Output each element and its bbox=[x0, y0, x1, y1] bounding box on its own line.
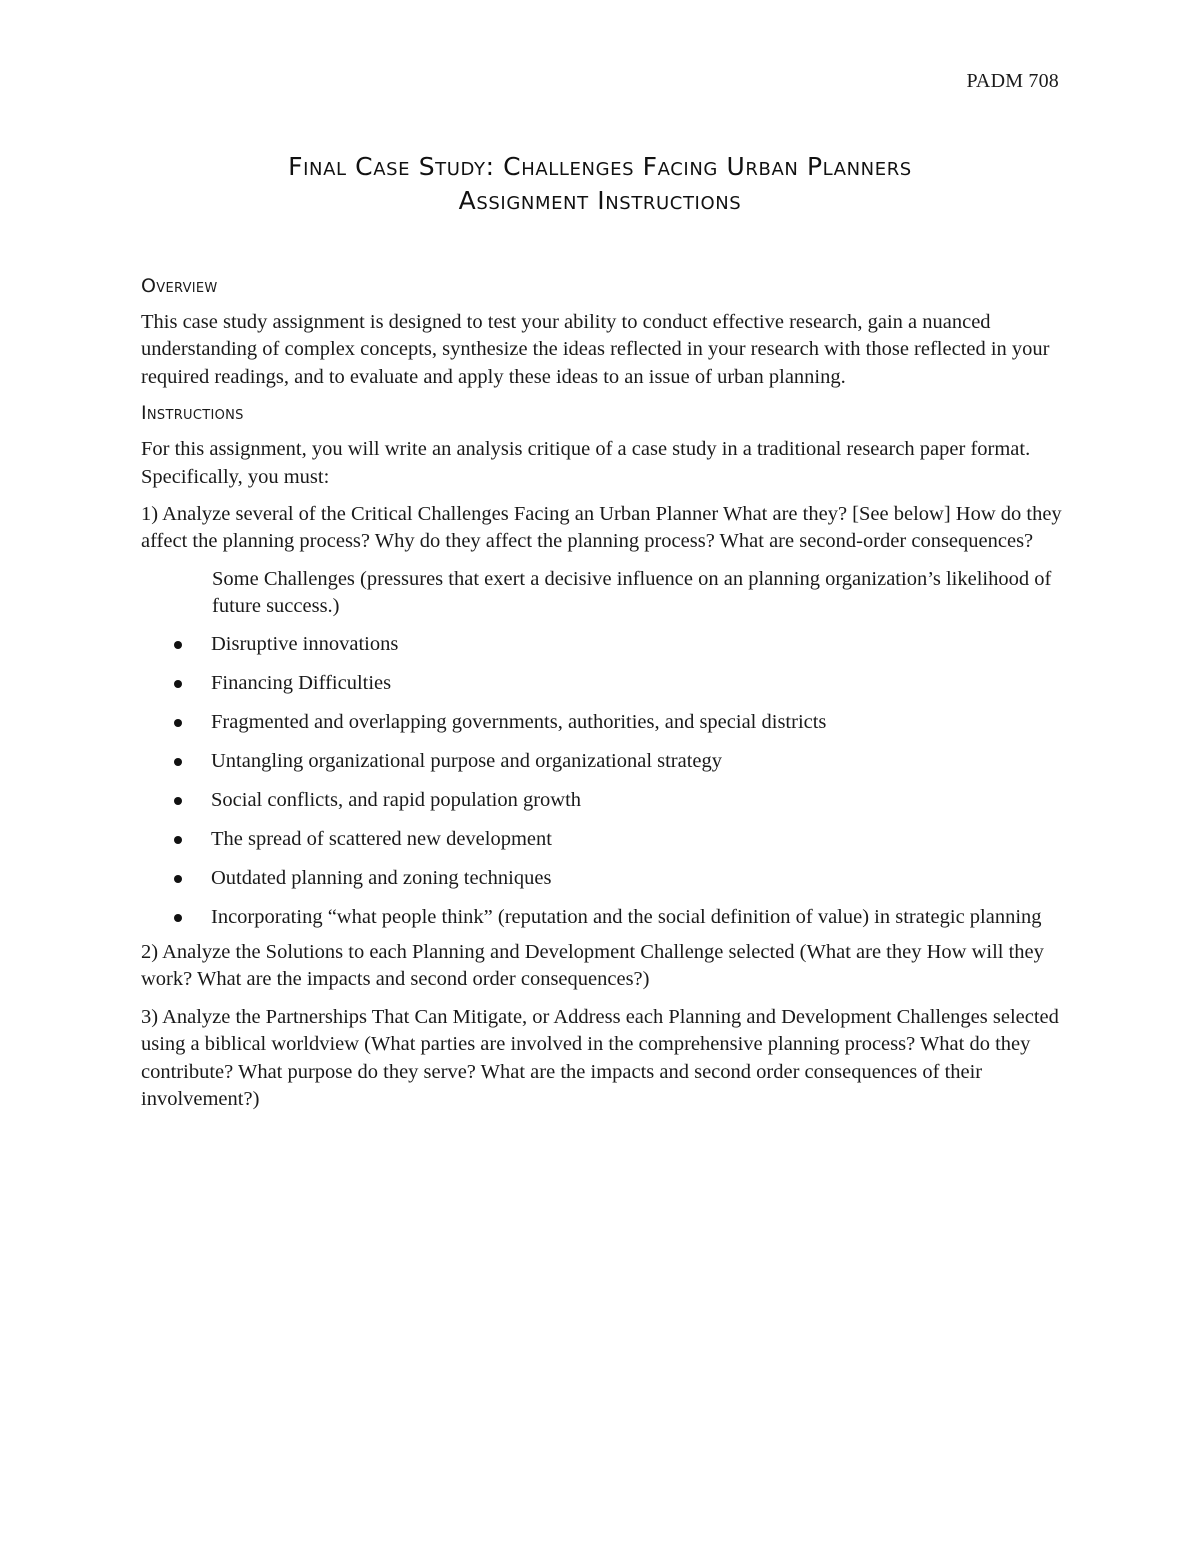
challenge-text: Outdated planning and zoning techniques bbox=[211, 866, 552, 889]
challenge-text: Social conflicts, and rapid population growth bbox=[211, 788, 582, 811]
challenge-text: Incorporating “what people think” (reputation and the social definition of value) in strategic planning bbox=[211, 905, 1042, 928]
document-body bbox=[141, 272, 1066, 1124]
instructions-heading: Instructions bbox=[141, 402, 244, 425]
document-title bbox=[0, 150, 1200, 218]
bullet-icon bbox=[174, 680, 182, 688]
bullet-icon bbox=[174, 836, 182, 844]
challenge-text: The spread of scattered new development bbox=[211, 827, 552, 850]
instruction-item-2: 2) Analyze the Solutions to each Planning and Development Challenge selected (What are they How will they work? What are the impacts and second order consequences?) bbox=[141, 941, 1044, 991]
title-line-1: Final Case Study: Challenges Facing Urban Planners bbox=[288, 152, 912, 181]
list-item bbox=[211, 670, 1066, 697]
bullet-icon bbox=[174, 758, 182, 766]
overview-text: This case study assignment is designed to test your ability to conduct effective research, gain a nuanced understanding of complex concepts, synthesize the ideas reflected in your research with those reflected in your required readings, and to evaluate and apply these ideas to an issue of urban planning. bbox=[141, 311, 1050, 388]
list-item bbox=[211, 748, 1066, 775]
instruction-item-3: 3) Analyze the Partnerships That Can Mitigate, or Address each Planning and Development Challenges selected using a biblical worldview (What parties are involved in the comprehensive planning process? What do they contribute? What purpose do they serve? What are the impacts and second order consequences of their involvement?) bbox=[141, 1005, 1059, 1111]
title-line-2: Assignment Instructions bbox=[458, 186, 742, 215]
list-item bbox=[211, 865, 1066, 892]
list-item bbox=[211, 631, 1066, 658]
bullet-icon bbox=[174, 719, 182, 727]
course-code: PADM 708 bbox=[966, 70, 1059, 92]
overview-heading: Overview bbox=[141, 275, 218, 297]
bullet-icon bbox=[174, 914, 182, 922]
challenges-intro: Some Challenges (pressures that exert a decisive influence on an planning organization’s likelihood of future success.) bbox=[212, 567, 1052, 618]
challenge-text: Disruptive innovations bbox=[211, 632, 399, 655]
bullet-icon bbox=[174, 797, 182, 805]
list-item bbox=[211, 904, 1066, 931]
instruction-item-1: 1) Analyze several of the Critical Challenges Facing an Urban Planner What are they? [See below] How do they affect the planning process? Why do they affect the planning process? What are second-order consequences? bbox=[141, 503, 1062, 553]
list-item bbox=[211, 787, 1066, 814]
challenge-text: Untangling organizational purpose and organizational strategy bbox=[211, 749, 723, 772]
instructions-intro: For this assignment, you will write an analysis critique of a case study in a traditional research paper format. Specifically, you must: bbox=[141, 438, 1031, 488]
challenges-list bbox=[141, 631, 1066, 931]
bullet-icon bbox=[174, 641, 182, 649]
list-item bbox=[211, 709, 1066, 736]
challenge-text: Fragmented and overlapping governments, authorities, and special districts bbox=[211, 710, 827, 733]
challenge-text: Financing Difficulties bbox=[211, 671, 392, 694]
list-item bbox=[211, 826, 1066, 853]
bullet-icon bbox=[174, 875, 182, 883]
